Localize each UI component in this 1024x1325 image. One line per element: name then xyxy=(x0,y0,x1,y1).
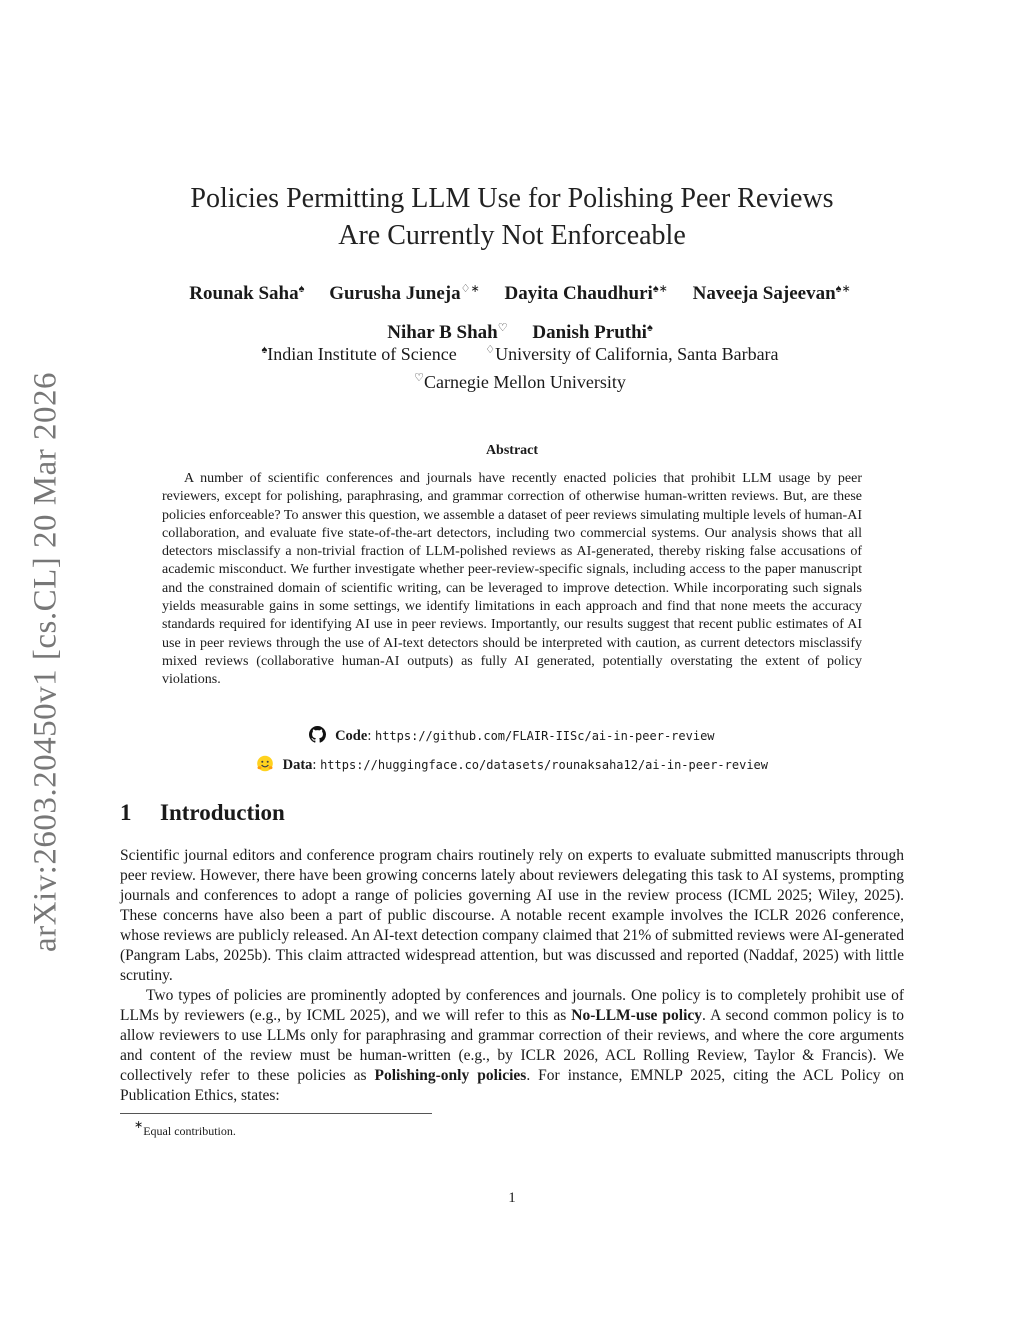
data-link-line: Data: https://huggingface.co/datasets/rounaksaha12/ai-in-peer-review xyxy=(120,755,904,777)
github-icon xyxy=(309,726,326,748)
data-url-link[interactable]: https://huggingface.co/datasets/rounaksaha12/ai-in-peer-review xyxy=(320,758,769,772)
title-line-2: Are Currently Not Enforceable xyxy=(338,220,686,251)
footnote-divider xyxy=(120,1113,432,1114)
footnote: ∗Equal contribution. xyxy=(134,1119,236,1138)
code-link-line: Code: https://github.com/FLAIR-IISc/ai-in-peer-review xyxy=(120,726,904,748)
intro-paragraph-2: Two types of policies are prominently adopted by conferences and journals. One policy is to completely prohibit use of LLMs by reviewers (e.g., by ICML 2025), and we will refer to this as No-LLM-use policy. A second common policy is to allow reviewers to use LLMs only for paraphrasing and grammar correction of their reviews, and where the core arguments and content of the review must be human-written (e.g., by ICLR 2026, ACL Rolling Review, Taylor & Francis). We collectively refer to these policies as Polishing-only policies. For instance, EMNLP 2025, citing the ACL Policy on Publication Ethics, states: xyxy=(120,987,905,1104)
code-label: Code xyxy=(335,728,368,744)
section-number: 1 xyxy=(120,800,132,825)
affiliation: ♡Carnegie Mellon University xyxy=(414,372,626,392)
intro-paragraph-1: Scientific journal editors and conference program chairs routinely rely on experts to evaluate submitted manuscripts through peer review. However, there have been growing concerns lately about reviewers delegating this task to AI systems, prompting journals and conferences to adopt a range of policies governing AI use in the review process (ICML 2025; Wiley, 2025). These concerns have also been a part of public discourse. A notable recent example involves the ICLR 2026 conference, whose reviews are publicly released. An AI-text detection company claimed that 21% of submitted reviews were AI-generated (Pangram Labs, 2025b). This claim attracted widespread attention, but was discussed and reported (Naddaf, 2025) with little scrutiny. xyxy=(120,847,904,984)
section-title: Introduction xyxy=(160,800,285,825)
author-row-1 xyxy=(110,272,930,311)
code-url-link[interactable]: https://github.com/FLAIR-IISc/ai-in-peer-review xyxy=(374,729,715,743)
affiliation: ♠Indian Institute of Science xyxy=(261,344,457,364)
affiliation: ♢University of California, Santa Barbara xyxy=(485,344,779,364)
author: Gurusha Juneja♢∗ xyxy=(329,283,480,304)
abstract-heading: Abstract xyxy=(485,443,539,458)
affiliation-list xyxy=(110,338,930,394)
data-label: Data xyxy=(282,757,313,773)
author: Dayita Chaudhuri♠∗ xyxy=(504,283,668,304)
author: Naveeja Sajeevan♠∗ xyxy=(692,283,851,304)
author: Rounak Saha♠ xyxy=(189,283,305,304)
author: Nihar B Shah♡ xyxy=(387,322,508,343)
hugging-face-icon xyxy=(256,755,274,777)
abstract-text: A number of scientific conferences and journals have recently enacted policies that prohibit LLM usage by peer reviewers, except for polishing, paraphrasing, and grammar correction of otherwise human-written reviews. But, are these policies enforceable? To answer this question, we assemble a dataset of peer reviews simulating multiple levels of human-AI collaboration, and evaluate five state-of-the-art detectors, including two commercial systems. Our analysis shows that all detectors misclassify a non-trivial fraction of LLM-polished reviews as AI-generated, thereby risking false accusations of academic misconduct. We further investigate whether peer-review-specific signals, including access to the paper manuscript and the constrained domain of scientific writing, can be leveraged to improve detection. While incorporating such signals yields measurable gains in some settings, we identify limitations in each approach and find that none meets the accuracy standards required for identifying AI use in peer reviews. Importantly, our results suggest that recent public estimates of AI use in peer reviews through the use of AI-text detectors should be interpreted with caution, as current detectors misclassify mixed reviews (collaborative human-AI outputs) as fully AI generated, potentially overstating the extent of policy violations. xyxy=(162,471,862,688)
page-number: 1 xyxy=(508,1190,516,1206)
author: Danish Pruthi♠ xyxy=(532,322,653,343)
arxiv-identifier: arXiv:2603.20450v1 [cs.CL] 20 Mar 2026 xyxy=(27,372,64,952)
section-heading xyxy=(120,800,285,826)
paper-title xyxy=(120,180,904,254)
title-line-1: Policies Permitting LLM Use for Polishing Peer Reviews xyxy=(190,183,834,214)
